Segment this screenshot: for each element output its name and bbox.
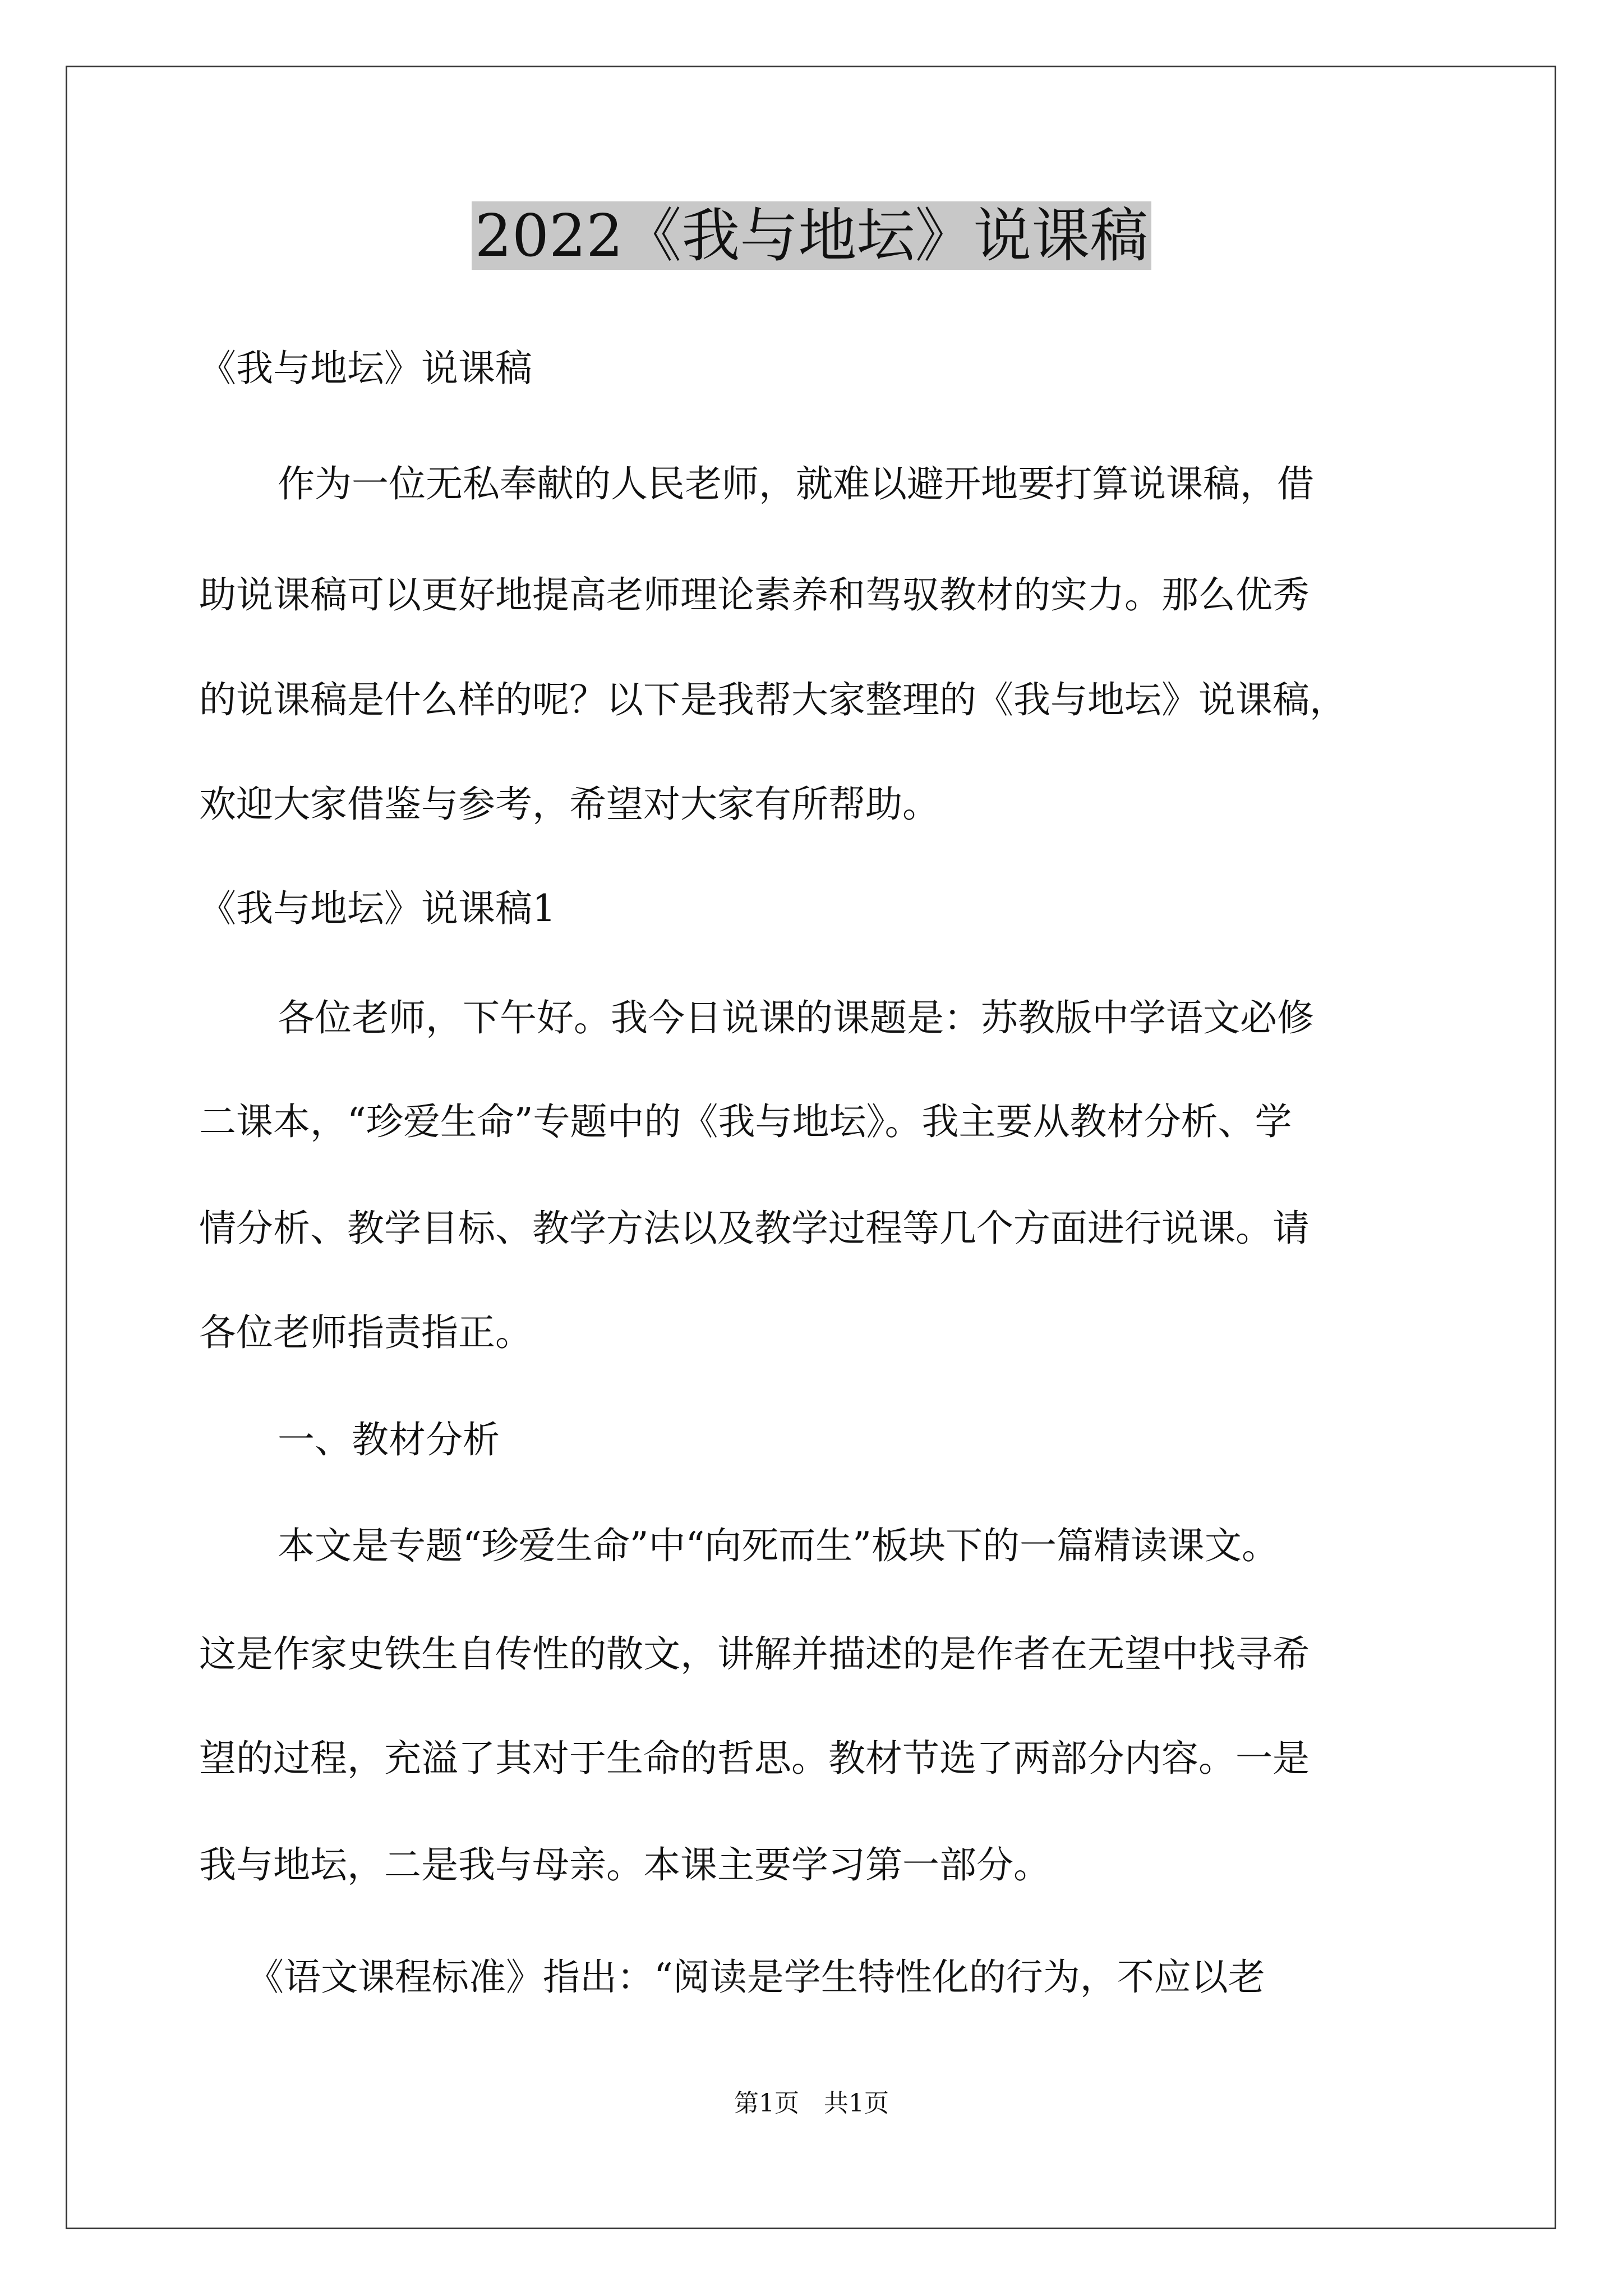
subtitle: 《我与地坛》说课稿 — [199, 347, 532, 390]
paragraph-line: 情分析、教学目标、教学方法以及教学过程等几个方面进行说课。请 — [199, 1207, 1310, 1250]
paragraph-line: 各位老师指责指正。 — [199, 1311, 532, 1354]
page-footer: 第1页 共1页 — [734, 2089, 889, 2118]
paragraph-line: 我与地坛，二是我与母亲。本课主要学习第一部分。 — [199, 1843, 1050, 1887]
paragraph-line: 作为一位无私奉献的人民老师，就难以避开地要打算说课稿，借 — [278, 462, 1314, 505]
paragraph-line: 各位老师，下午好。我今日说课的课题是：苏教版中学语文必修 — [278, 996, 1314, 1039]
paragraph-line: 《语文课程标准》指出：“阅读是学生特性化的行为，不应以老 — [247, 1955, 1265, 1999]
paragraph-line: 助说课稿可以更好地提高老师理论素养和驾驭教材的实力。那么优秀 — [199, 573, 1310, 616]
paragraph-line: 望的过程，充溢了其对于生命的哲思。教材节选了两部分内容。一是 — [199, 1737, 1310, 1780]
paragraph-line: 二课本，“珍爱生命”专题中的《我与地坛》。我主要从教材分析、学 — [199, 1100, 1292, 1143]
paragraph-line: 这是作家史铁生自传性的散文，讲解并描述的是作者在无望中找寻希 — [199, 1632, 1310, 1676]
paragraph-line: 的说课稿是什么样的呢？以下是我帮大家整理的《我与地坛》说课稿， — [199, 678, 1347, 721]
paragraph-line: 欢迎大家借鉴与参考，希望对大家有所帮助。 — [199, 783, 939, 826]
document-title-text: 2022《我与地坛》说课稿 — [472, 201, 1152, 270]
document-title — [0, 196, 1623, 275]
subsection-heading: 一、教材分析 — [278, 1418, 500, 1461]
paragraph-line: 本文是专题“珍爱生命”中“向死而生”板块下的一篇精读课文。 — [278, 1524, 1279, 1567]
section-heading: 《我与地坛》说课稿1 — [199, 887, 556, 930]
